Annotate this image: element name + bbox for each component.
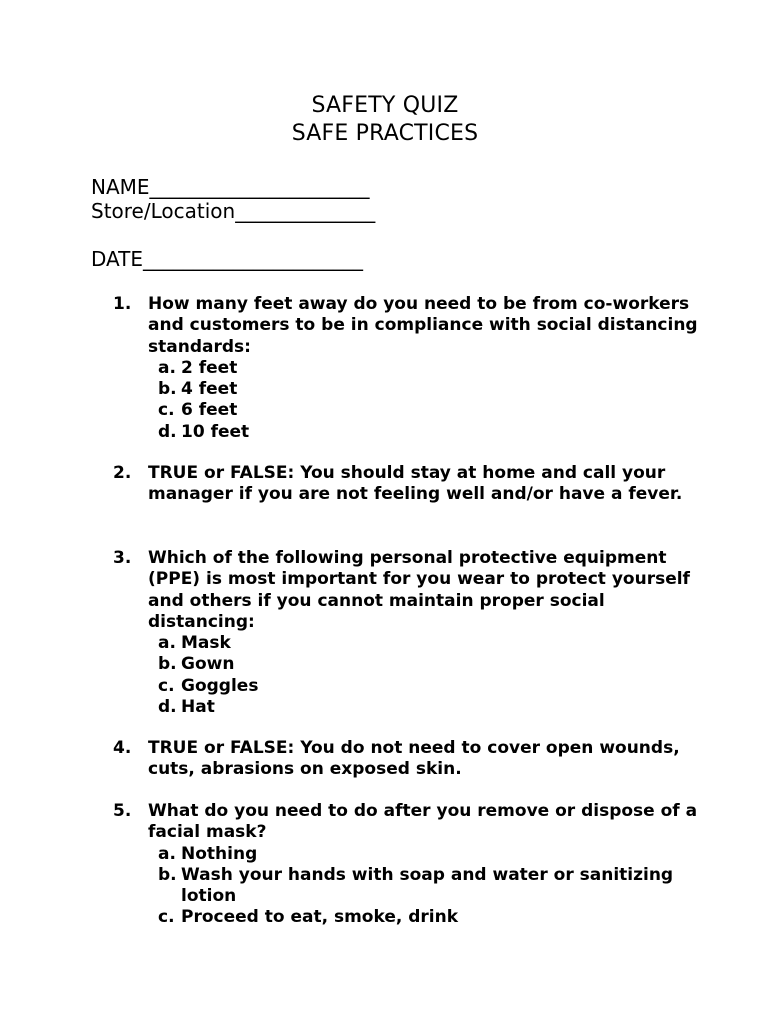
option-text: 4 feet (181, 379, 238, 400)
option-text: Nothing (181, 843, 258, 864)
question-number: 2. (113, 463, 132, 483)
question-number: 5. (113, 801, 132, 821)
answer-option (158, 379, 713, 400)
option-letter: d. (158, 421, 177, 442)
option-letter: a. (158, 843, 176, 864)
option-text: Goggles (181, 675, 259, 696)
answer-option (158, 865, 713, 908)
option-letter: b. (158, 654, 177, 675)
option-letter: c. (158, 675, 175, 696)
option-letter: d. (158, 697, 177, 718)
question-2 (113, 463, 713, 506)
option-letter: b. (158, 379, 177, 400)
question-number: 1. (113, 294, 132, 314)
answer-option (158, 358, 713, 379)
option-text: Gown (181, 654, 235, 675)
option-letter: a. (158, 357, 176, 378)
option-text: 10 feet (181, 421, 250, 442)
option-text: Proceed to eat, smoke, drink (181, 907, 459, 928)
question-text: TRUE or FALSE: You should stay at home and call your manager if you are not feeling well and/or have a fever. (148, 463, 683, 505)
question-1 (113, 294, 713, 443)
question-text: How many feet away do you need to be from co-workers and customers to be in compliance with social distancing standards: (148, 294, 698, 357)
answer-option (158, 422, 713, 443)
name-field: NAME______________________ (91, 175, 370, 199)
option-text: Wash your hands with soap and water or sanitizing lotion (181, 864, 674, 907)
date-field: DATE______________________ (91, 247, 364, 271)
option-text: 6 feet (181, 400, 238, 421)
page-title: SAFETY QUIZ (311, 93, 459, 118)
answer-option (158, 676, 713, 697)
answer-option (158, 654, 713, 675)
question-number: 3. (113, 548, 132, 568)
question-text: What do you need to do after you remove or dispose of a facial mask? (148, 801, 698, 843)
answer-options (158, 844, 713, 929)
question-4 (113, 738, 713, 781)
option-text: Hat (181, 697, 215, 718)
store-location-field: Store/Location______________ (91, 199, 376, 223)
option-text: 2 feet (181, 357, 238, 378)
page-subtitle: SAFE PRACTICES (291, 121, 479, 146)
question-text: TRUE or FALSE: You do not need to cover open wounds, cuts, abrasions on exposed skin. (148, 738, 680, 780)
question-5 (113, 801, 713, 929)
answer-option (158, 400, 713, 421)
answer-options (158, 633, 713, 718)
answer-option (158, 907, 713, 928)
option-letter: b. (158, 864, 177, 885)
option-letter: a. (158, 633, 176, 654)
answer-options (158, 358, 713, 443)
question-number: 4. (113, 738, 132, 758)
option-text: Mask (181, 633, 231, 654)
answer-option (158, 844, 713, 865)
option-letter: c. (158, 907, 175, 928)
question-3 (113, 548, 713, 718)
answer-option (158, 697, 713, 718)
question-text: Which of the following personal protective equipment (PPE) is most important for you wear to protect yourself and others if you cannot maintain proper social distancing: (148, 548, 690, 632)
answer-option (158, 633, 713, 654)
option-letter: c. (158, 400, 175, 421)
